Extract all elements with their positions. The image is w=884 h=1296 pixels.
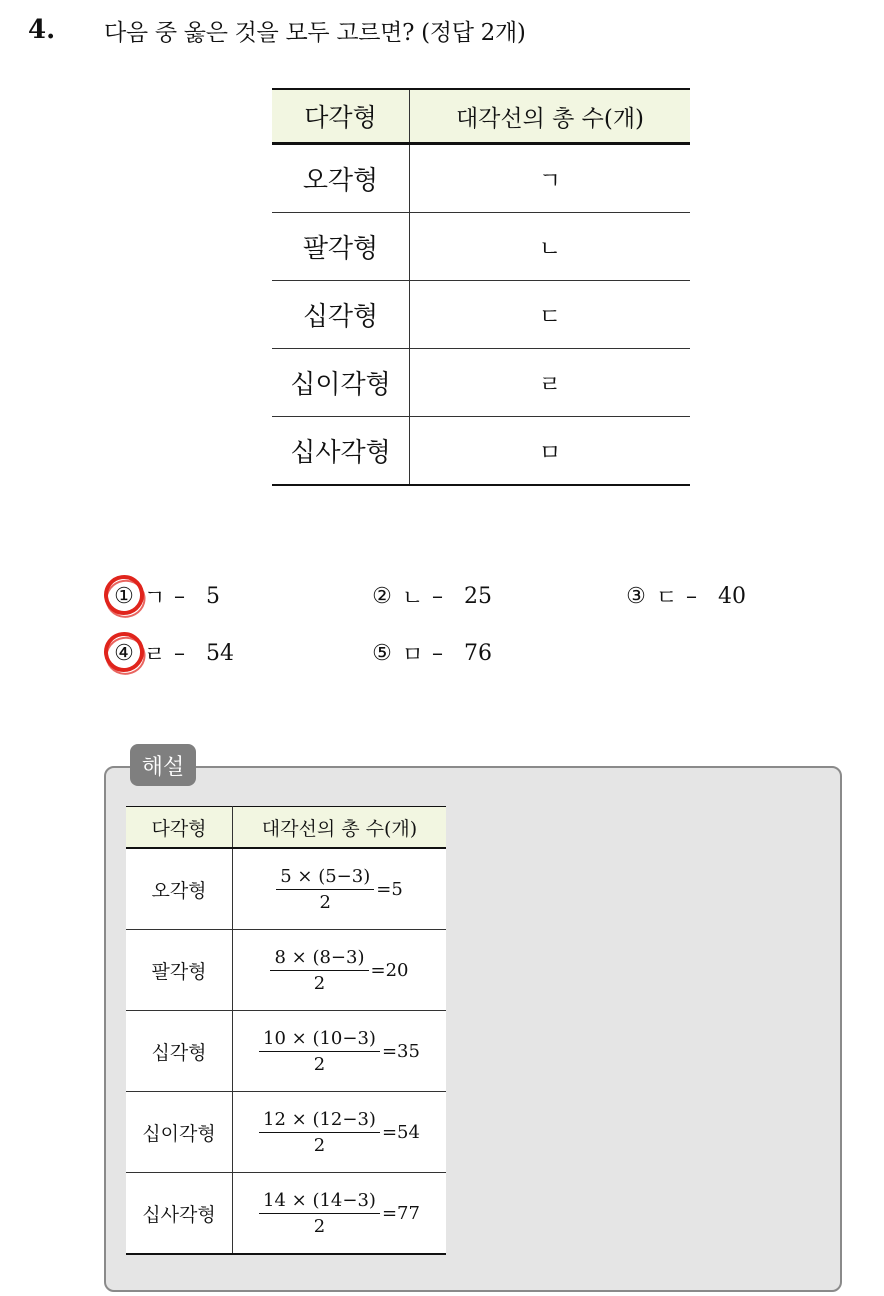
- polygon-name: 십사각형: [272, 417, 410, 486]
- red-circle-mark-icon: [101, 572, 146, 617]
- table-row: [126, 1011, 446, 1092]
- header-polygon: 다각형: [272, 89, 410, 144]
- choice-4[interactable]: [104, 638, 362, 669]
- fraction-denominator: 2: [313, 1135, 326, 1156]
- diagonal-count-table: [272, 88, 690, 486]
- polygon-name: 십사각형: [126, 1173, 233, 1255]
- table-header-row: [272, 89, 690, 144]
- choice-dash: –: [432, 584, 443, 609]
- fraction-numerator: 5 × (5−3): [276, 866, 374, 890]
- blank-label: ㄴ: [410, 213, 691, 281]
- choice-3[interactable]: [616, 581, 746, 612]
- polygon-name: 십이각형: [272, 349, 410, 417]
- polygon-name: 팔각형: [126, 930, 233, 1011]
- polygon-name: 팔각형: [272, 213, 410, 281]
- polygon-name: 오각형: [126, 848, 233, 930]
- formula: [259, 1109, 420, 1156]
- fraction-denominator: 2: [313, 1216, 326, 1237]
- formula: [259, 1190, 420, 1237]
- choice-value: 40: [718, 584, 746, 609]
- choice-jamo: ㄴ: [402, 586, 424, 611]
- choice-1[interactable]: [104, 581, 362, 612]
- red-circle-mark-icon: [101, 629, 146, 674]
- question-text: 다음 중 옳은 것을 모두 고르면? (정답 2개): [104, 19, 526, 46]
- formula: [270, 947, 408, 994]
- choice-dash: –: [174, 584, 185, 609]
- choice-jamo: ㄷ: [656, 586, 678, 611]
- question-number: 4.: [28, 15, 56, 45]
- choice-5[interactable]: [362, 638, 616, 669]
- blank-label: ㅁ: [410, 417, 691, 486]
- header-diagonal-count: 대각선의 총 수(개): [410, 89, 691, 144]
- solution-table: [126, 806, 446, 1255]
- polygon-name: 십각형: [126, 1011, 233, 1092]
- question-header: [28, 10, 526, 50]
- formula-result: =5: [376, 879, 403, 900]
- answer-choices: [104, 568, 804, 682]
- choice-number: ⑤: [372, 641, 392, 666]
- fraction-denominator: 2: [319, 892, 331, 913]
- fraction-numerator: 12 × (12−3): [259, 1109, 380, 1133]
- fraction: [259, 1190, 380, 1237]
- polygon-name: 십각형: [272, 281, 410, 349]
- fraction: [276, 866, 374, 913]
- choice-value: 25: [464, 584, 492, 609]
- formula-result: =54: [381, 1122, 420, 1143]
- formula-cell: [233, 848, 447, 930]
- choice-number: ②: [372, 584, 392, 609]
- choice-jamo: ㄹ: [144, 643, 166, 668]
- fraction: [259, 1109, 380, 1156]
- solution-tab-label: 해설: [130, 744, 196, 786]
- choice-dash: –: [686, 584, 697, 609]
- table-row: [272, 417, 690, 486]
- table-row: [126, 1173, 446, 1255]
- header-polygon: 다각형: [126, 807, 233, 849]
- table-row: [272, 281, 690, 349]
- table-header-row: [126, 807, 446, 849]
- choice-number: ③: [626, 584, 646, 609]
- blank-label: ㄹ: [410, 349, 691, 417]
- table-row: [272, 349, 690, 417]
- header-diagonal-count: 대각선의 총 수(개): [233, 807, 447, 849]
- formula-result: =77: [381, 1203, 420, 1224]
- blank-label: ㄱ: [410, 144, 691, 213]
- table-row: [272, 213, 690, 281]
- blank-label: ㄷ: [410, 281, 691, 349]
- choice-jamo: ㄱ: [144, 586, 166, 611]
- fraction: [259, 1028, 380, 1075]
- fraction-denominator: 2: [313, 1054, 326, 1075]
- formula: [259, 1028, 420, 1075]
- choice-value: 76: [464, 641, 492, 666]
- polygon-name: 십이각형: [126, 1092, 233, 1173]
- formula-cell: [233, 930, 447, 1011]
- choice-jamo: ㅁ: [402, 643, 424, 668]
- formula-cell: [233, 1092, 447, 1173]
- formula: [276, 866, 403, 913]
- choice-dash: –: [432, 641, 443, 666]
- choice-row: [104, 625, 804, 682]
- choice-value: 5: [206, 584, 220, 609]
- formula-result: =35: [381, 1041, 420, 1062]
- choice-dash: –: [174, 641, 185, 666]
- table-row: [126, 1092, 446, 1173]
- formula-result: =20: [370, 960, 409, 981]
- table-row: [272, 144, 690, 213]
- choice-row: [104, 568, 804, 625]
- table-row: [126, 930, 446, 1011]
- formula-cell: [233, 1173, 447, 1255]
- choice-number: ①: [114, 584, 134, 609]
- fraction-numerator: 8 × (8−3): [270, 947, 368, 971]
- fraction-numerator: 14 × (14−3): [259, 1190, 380, 1214]
- choice-value: 54: [206, 641, 234, 666]
- choice-number: ④: [114, 641, 134, 666]
- choice-2[interactable]: [362, 581, 616, 612]
- formula-cell: [233, 1011, 447, 1092]
- fraction: [270, 947, 368, 994]
- fraction-denominator: 2: [313, 973, 326, 994]
- fraction-numerator: 10 × (10−3): [259, 1028, 380, 1052]
- polygon-name: 오각형: [272, 144, 410, 213]
- table-row: [126, 848, 446, 930]
